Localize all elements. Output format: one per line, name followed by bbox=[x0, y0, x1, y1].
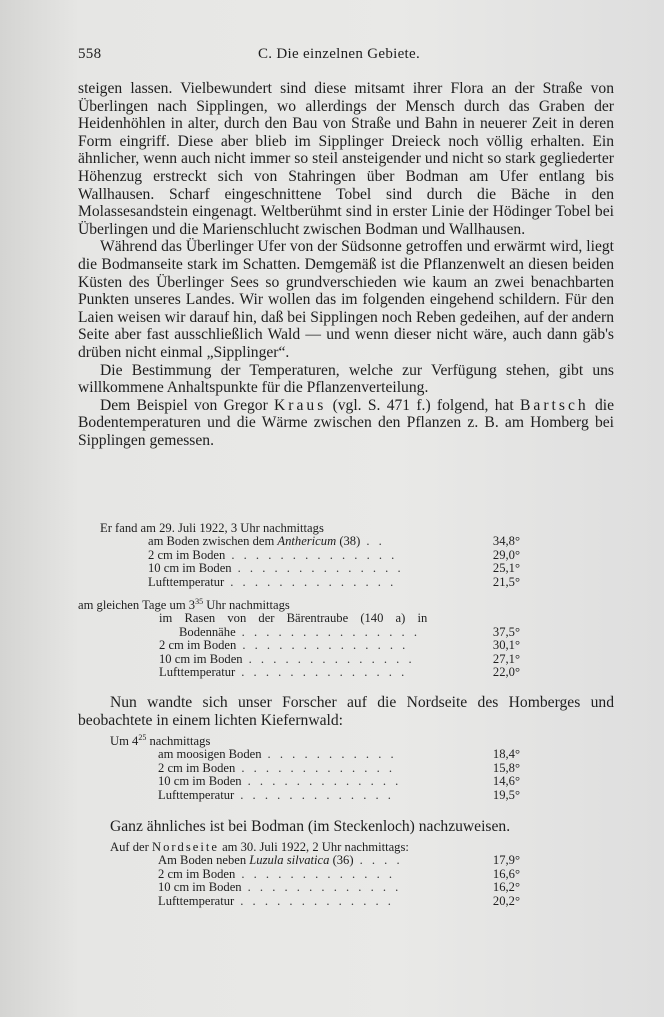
row-label: Lufttemperatur . . . . . . . . . . . . . . bbox=[148, 574, 397, 589]
paragraph-2: Während das Überlinger Ufer von der Südsonne getroffen und erwärmt wird, liegt die Bodmanseite stark im Schatten. Demgemäß ist die Pflanzenwelt an diesen beiden Küsten des Überlinger Sees so grundverschieden wie kaum an zwei benachbarten Punkten unseres Landes. Wir wollen das im folgenden eingehend schildern. Für den Laien weisen wir darauf hin, daß bei Sipplingen noch Reben gedeihen, auf der andern Seite aber fast ausschließlich Wald — und wenn dieser nicht wäre, auch dann gäb's drüben nicht einmal „Sipplinger“. bbox=[78, 238, 614, 361]
temperature-value: 15,8° bbox=[492, 760, 520, 775]
leader-dots: . . . . . . . . . . . . . . bbox=[241, 664, 408, 679]
leader-dots: . . . . . . . . . . . . . bbox=[240, 787, 394, 802]
row-label: am moosigen Boden . . . . . . . . . . . bbox=[158, 747, 397, 762]
row-label: 10 cm im Boden . . . . . . . . . . . . . bbox=[158, 774, 402, 789]
paragraph-4: Dem Beispiel von Gregor Kraus (vgl. S. 471 f.) folgend, hat Bartsch die Bodentemperaturen und die Wärme zwischen den Pflanzen z. B. am Homberg bei Sipplingen gemessen. bbox=[78, 396, 614, 449]
temperature-value: 34,8° bbox=[492, 534, 520, 549]
author-bartsch: Bartsch bbox=[520, 396, 589, 414]
table-row bbox=[110, 762, 520, 775]
table-row bbox=[78, 639, 520, 652]
paragraph-1: steigen lassen. Vielbewundert sind diese mitsamt ihrer Flora an der Straße von Überlingen nach Sipplingen, wo allerdings der Mensch durch das Graben der Heidenhöhlen in alter, durch den Bau von Straße und Bahn in neuerer Zeit in deren Form eingriff. Diese aber blieb im Sipplinger Dreieck noch völlig erhalten. Ein ähnlicher, wenn auch nicht immer so steil ansteigender und nicht so stark gegliederter Höhenzug erstreckt sich von Stahringen über Bodman am Ufer entlang bis Wallhausen. Scharf eingeschnittene Tobel sind durch die Bäche in den Molassesandstein eingenagt. Weltberühmt sind in erster Linie der Hödinger Tobel bei Überlingen und die Marienschlucht zwischen Bodman und Wallhausen. bbox=[78, 80, 614, 238]
author-kraus: Kraus bbox=[274, 396, 327, 414]
table-row bbox=[100, 535, 520, 548]
leader-dots: . . . . . . . . . . . . . . bbox=[242, 638, 409, 653]
leader-dots: . . . . . . . . . . . . . . bbox=[237, 561, 404, 576]
temperature-value: 27,1° bbox=[492, 651, 520, 666]
body-text-upper bbox=[78, 80, 614, 449]
leader-dots: . . bbox=[366, 534, 385, 549]
row-label: 2 cm im Boden . . . . . . . . . . . . . bbox=[158, 866, 396, 881]
measurement-table-3 bbox=[110, 732, 520, 802]
temperature-value: 21,5° bbox=[492, 574, 520, 589]
body-text-lower bbox=[78, 818, 614, 836]
row-label: 10 cm im Boden . . . . . . . . . . . . . . bbox=[159, 651, 415, 666]
row-label: 10 cm im Boden . . . . . . . . . . . . . . bbox=[148, 561, 404, 576]
row-label: Lufttemperatur . . . . . . . . . . . . . . bbox=[159, 664, 408, 679]
row-label: Am Boden neben Luzula silvatica (36) . . . . bbox=[158, 853, 403, 868]
temperature-value: 16,2° bbox=[492, 880, 520, 895]
row-label: am Boden zwischen dem Anthericum (38) . . bbox=[148, 534, 385, 549]
table-intro: am gleichen Tage um $3^{35}$ Uhr nachmittags bbox=[78, 596, 290, 612]
temperature-value: 18,4° bbox=[492, 747, 520, 762]
table-intro: Er fand am 29. Juli 1922, 3 Uhr nachmittags bbox=[100, 521, 324, 535]
temperature-value: 30,1° bbox=[492, 638, 520, 653]
table-row bbox=[110, 789, 520, 802]
row-label: 2 cm im Boden . . . . . . . . . . . . . . bbox=[148, 547, 398, 562]
temperature-value: 29,0° bbox=[492, 547, 520, 562]
row-label: Bodennähe . . . . . . . . . . . . . . . bbox=[179, 624, 420, 639]
page-header bbox=[78, 46, 614, 66]
leader-dots: . . . . . . . . . . . . . bbox=[240, 893, 394, 908]
table-row bbox=[78, 653, 520, 666]
body-text-middle bbox=[78, 694, 614, 729]
leader-dots: . . . . . . . . . . . . . bbox=[247, 774, 402, 789]
table-row bbox=[110, 748, 520, 761]
row-label: 10 cm im Boden . . . . . . . . . . . . . bbox=[158, 880, 402, 895]
temperature-value: 17,9° bbox=[492, 853, 520, 868]
leader-dots: . . . . . . . . . . . . . bbox=[247, 880, 402, 895]
leader-dots: . . . . . . . . . . . bbox=[267, 747, 397, 762]
paragraph-5: Nun wandte sich unser Forscher auf die Nordseite des Homberges und beobachtete in einem lichten Kiefernwald: bbox=[78, 694, 614, 729]
leader-dots: . . . . bbox=[359, 853, 403, 868]
paragraph-6: Ganz ähnliches ist bei Bodman (im Steckenloch) nachzuweisen. bbox=[110, 818, 511, 835]
temperature-value: 14,6° bbox=[492, 774, 520, 789]
table-row bbox=[110, 775, 520, 788]
temperature-value: 19,5° bbox=[492, 787, 520, 802]
table-intro: Auf der Nordseite am 30. Juli 1922, 2 Uhr nachmittags: bbox=[110, 840, 409, 854]
table-row bbox=[100, 576, 520, 589]
table-row bbox=[100, 549, 520, 562]
leader-dots: . . . . . . . . . . . . . . bbox=[231, 547, 398, 562]
leader-dots: . . . . . . . . . . . . . . bbox=[230, 574, 397, 589]
table-subintro: im Rasen von der Bärentraube (140 a) in bbox=[159, 611, 428, 626]
table-row bbox=[78, 666, 520, 679]
leader-dots: . . . . . . . . . . . . . . . bbox=[241, 624, 420, 639]
table-row bbox=[78, 626, 520, 639]
temperature-value: 25,1° bbox=[492, 561, 520, 576]
running-head: C. Die einzelnen Gebiete. bbox=[258, 46, 421, 62]
table-row bbox=[100, 562, 520, 575]
page-number: 558 bbox=[78, 46, 102, 62]
temperature-value: 22,0° bbox=[492, 664, 520, 679]
leader-dots: . . . . . . . . . . . . . bbox=[241, 760, 396, 775]
table-row bbox=[110, 881, 520, 894]
measurement-table-4 bbox=[110, 841, 520, 908]
measurement-table-1 bbox=[100, 522, 520, 589]
leader-dots: . . . . . . . . . . . . . bbox=[241, 866, 396, 881]
row-label: 2 cm im Boden . . . . . . . . . . . . . . bbox=[159, 638, 409, 653]
table-row bbox=[110, 868, 520, 881]
measurement-table-2 bbox=[78, 596, 520, 679]
table-intro: Um $4^{25}$ nachmittags bbox=[110, 732, 211, 748]
leader-dots: . . . . . . . . . . . . . . bbox=[248, 651, 415, 666]
temperature-value: 37,5° bbox=[492, 624, 520, 639]
temperature-value: 16,6° bbox=[492, 866, 520, 881]
row-label: Lufttemperatur . . . . . . . . . . . . . bbox=[158, 893, 394, 908]
paragraph-3: Die Bestimmung der Temperaturen, welche zur Verfügung stehen, gibt uns willkommene Anhaltspunkte für die Pflanzenverteilung. bbox=[78, 361, 614, 397]
row-label: 2 cm im Boden . . . . . . . . . . . . . bbox=[158, 760, 396, 775]
row-label: Lufttemperatur . . . . . . . . . . . . . bbox=[158, 787, 394, 802]
table-row bbox=[110, 854, 520, 867]
temperature-value: 20,2° bbox=[492, 893, 520, 908]
table-row bbox=[110, 895, 520, 908]
